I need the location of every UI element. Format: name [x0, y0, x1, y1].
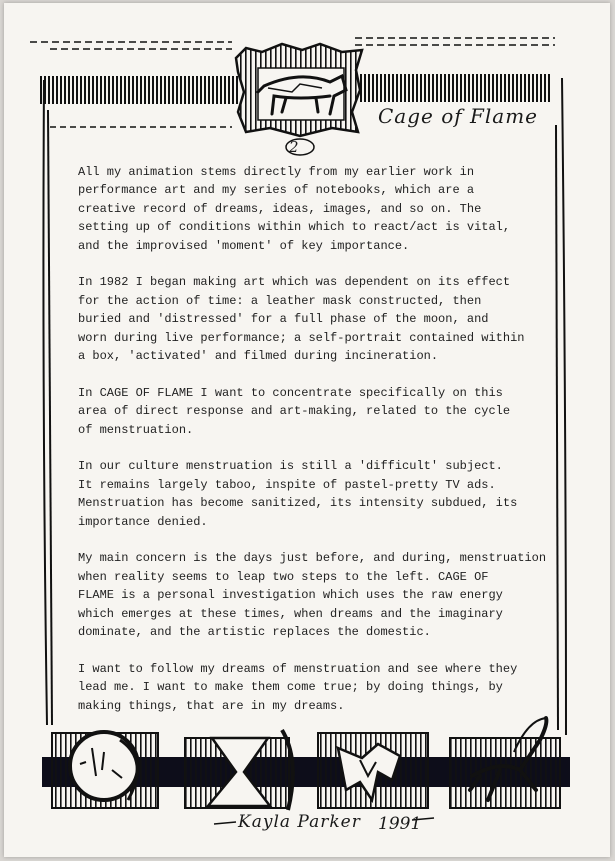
signature: Kayla Parker	[238, 812, 361, 832]
dancing-figure-icon	[318, 733, 428, 808]
hourglass-icon	[185, 730, 293, 810]
paragraph: In 1982 I began making art which was dependent on its effect for the action of time: a leather mask constructed, then buried and 'distressed' for a full phase of the moon, and worn during live performance; a self-portrait contained within a box, 'activated' and filmed during incineration.	[78, 275, 525, 364]
top-left-stripe-bar	[38, 76, 238, 104]
body-text	[78, 163, 568, 734]
top-right-stripe-bar	[360, 74, 550, 102]
clock-face-icon	[52, 732, 158, 808]
page-number: 2	[289, 138, 299, 156]
paragraph: In our culture menstruation is still a 'difficult' subject. It remains largely taboo, inspite of pastel-pretty TV ads. Menstruation has become sanitized, its intensity subdued, its importance denied.	[78, 459, 518, 529]
paragraph: All my animation stems directly from my earlier work in performance art and my series of notebooks, which are a creative record of dreams, ideas, images, and so on. The setting up of conditions within which to react/act is vital, and the improvised 'moment' of key importance.	[78, 165, 511, 253]
animal-drawing-icon	[236, 44, 362, 136]
paragraph: I want to follow my dreams of menstruation and see where they lead me. I want to make them come true; by doing things, by making things, that are in my dreams.	[78, 661, 518, 713]
paragraph: My main concern is the days just before, and during, menstruation when reality seems to leap two steps to the left. CAGE OF FLAME is a personal investigation which uses the raw energy which emerges at these times, when dreams and the imaginary dominate, and the artistic replaces the domestic.	[78, 551, 547, 640]
signature-year: 1991	[378, 814, 422, 834]
document-title: Cage of Flame	[378, 104, 539, 128]
paragraph: In CAGE OF FLAME I want to concentrate specifically on this area of direct response and art-making, related to the cycle of menstruation.	[78, 385, 511, 437]
